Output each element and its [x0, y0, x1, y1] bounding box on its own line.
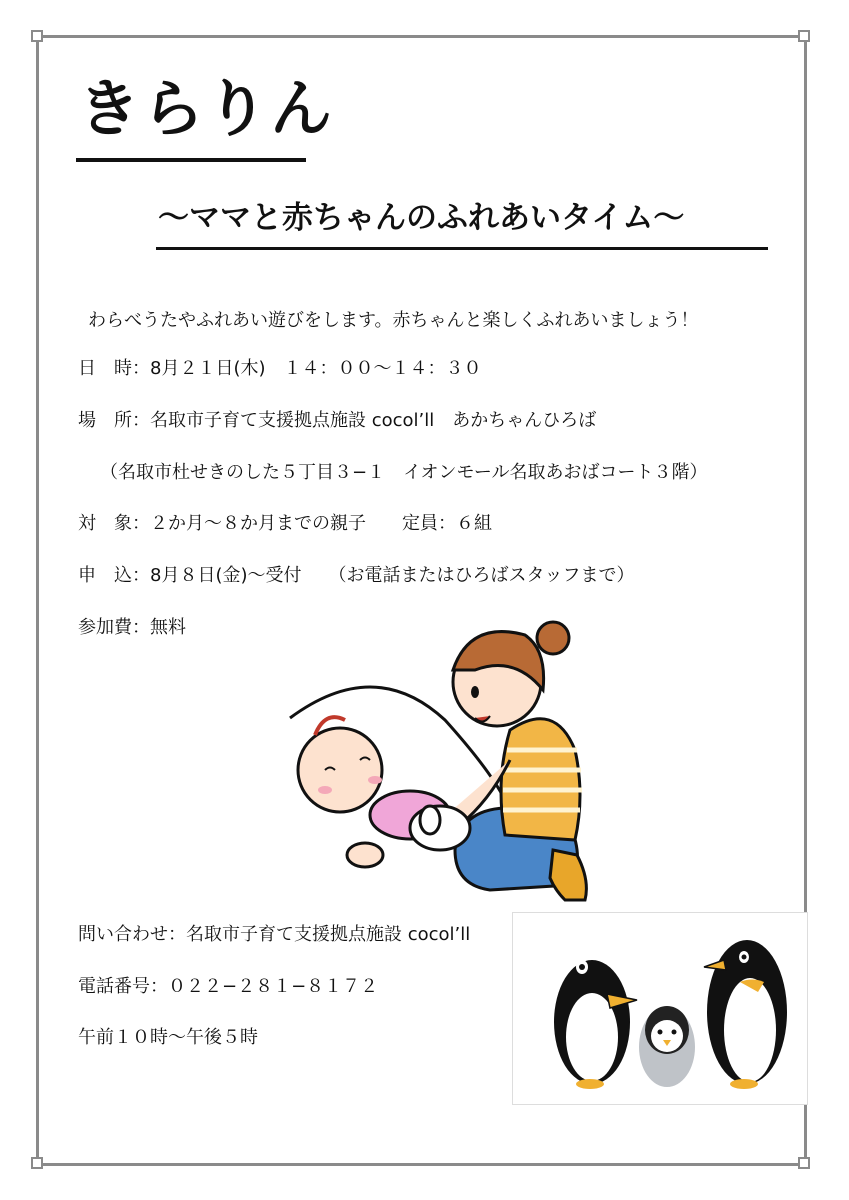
inquiry-line: 問い合わせ：名取市子育て支援拠点施設 cocol’ll [78, 924, 471, 945]
frame-corner [31, 1157, 43, 1169]
phone-line: 電話番号：０２２−２８１−８１７２ [78, 976, 379, 997]
fee-line: 参加費：無料 [78, 617, 186, 638]
mother-baby-illustration [285, 610, 605, 910]
title-underline [76, 158, 306, 162]
apply-line: 申 込：8月８日(金)〜受付 （お電話またはひろばスタッフまで） [78, 565, 635, 586]
subtitle: 〜ママと赤ちゃんのふれあいタイム〜 [158, 200, 685, 236]
hours-line: 午前１０時〜午後５時 [78, 1027, 258, 1048]
frame-corner [798, 30, 810, 42]
penguin-illustration [512, 912, 808, 1105]
frame-corner [798, 1157, 810, 1169]
place-line: 場 所：名取市子育て支援拠点施設 cocol’ll あかちゃんひろば [78, 410, 597, 431]
datetime-line: 日 時：8月２１日(木) １４：００〜１４：３０ [78, 358, 482, 379]
target-line: 対 象：２か月〜８か月までの親子 定員：６組 [78, 513, 492, 534]
address-line: （名取市杜せきのした５丁目３−１ イオンモール名取あおばコート３階） [100, 462, 708, 483]
subtitle-underline [156, 247, 768, 250]
frame-corner [31, 30, 43, 42]
intro-text: わらべうたやふれあい遊びをします。赤ちゃんと楽しくふれあいましょう！ [88, 310, 699, 331]
page-title: きらりん [78, 72, 335, 145]
